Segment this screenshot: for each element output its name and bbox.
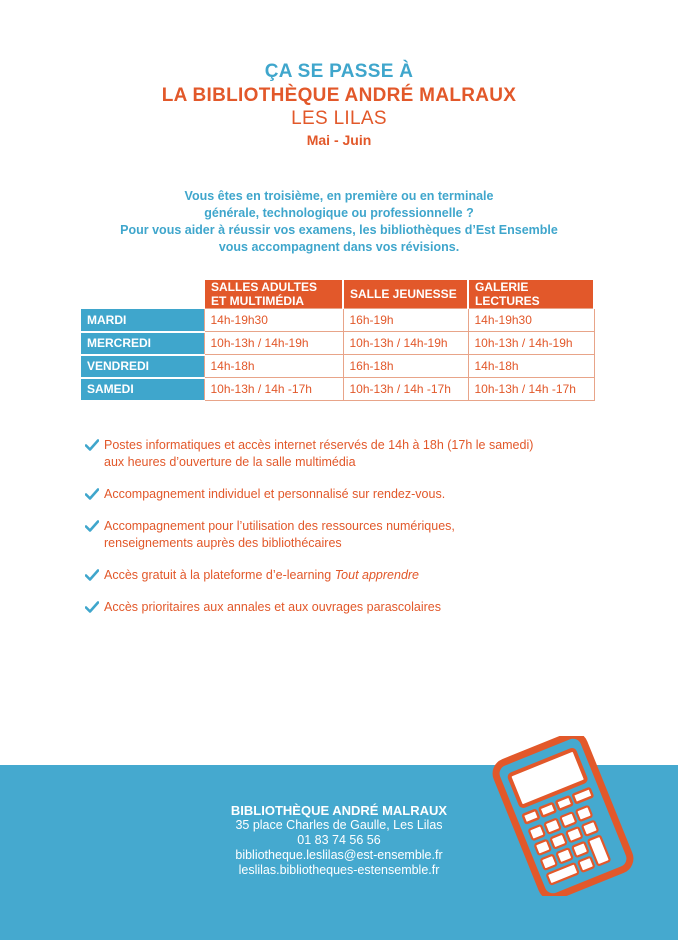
schedule-row xyxy=(81,332,594,355)
day-label: VENDREDI xyxy=(81,355,204,378)
hours-cell: 14h-18h xyxy=(204,355,343,378)
list-item-text: Accompagnement individuel et personnalisé sur rendez-vous. xyxy=(104,487,446,501)
list-item xyxy=(85,518,645,552)
list-item-text: Postes informatiques et accès internet réservés de 14h à 18h (17h le samedi) xyxy=(104,438,534,452)
column-header-line: GALERIE xyxy=(475,280,529,294)
list-item-text: Accès prioritaires aux annales et aux ouvrages parascolaires xyxy=(104,600,441,614)
hours-cell: 16h-19h xyxy=(343,309,468,332)
list-item-text-plain: Accès gratuit à la plateforme d’e-learning xyxy=(104,568,335,582)
hours-cell: 10h-13h / 14h -17h xyxy=(468,378,594,401)
services-list xyxy=(85,437,645,631)
header-title-line2: LA BIBLIOTHÈQUE ANDRÉ MALRAUX xyxy=(161,85,517,106)
day-label: MERCREDI xyxy=(81,332,204,355)
header-location: LES LILAS xyxy=(291,108,387,129)
footer-phone: 01 83 74 56 56 xyxy=(297,833,381,847)
calculator-icon xyxy=(488,736,638,896)
header-period: Mai - Juin xyxy=(306,132,372,148)
footer-library-name: BIBLIOTHÈQUE ANDRÉ MALRAUX xyxy=(230,803,448,818)
list-item-text: aux heures d’ouverture de la salle multimédia xyxy=(104,455,356,469)
check-icon xyxy=(85,569,99,581)
list-item xyxy=(85,599,645,616)
schedule-table xyxy=(81,280,595,402)
platform-name: Tout apprendre xyxy=(334,568,420,582)
column-header-line: LECTURES xyxy=(475,294,540,308)
check-icon xyxy=(85,520,99,532)
intro-line: vous accompagnent dans vos révisions. xyxy=(218,240,460,254)
hours-cell: 10h-13h / 14h-19h xyxy=(204,332,343,355)
hours-cell: 10h-13h / 14h -17h xyxy=(343,378,468,401)
check-icon xyxy=(85,439,99,451)
list-item-text: Accompagnement pour l’utilisation des ressources numériques, xyxy=(104,519,455,533)
column-header-line: ET MULTIMÉDIA xyxy=(211,294,305,308)
intro-line: Vous êtes en troisième, en première ou en terminale xyxy=(184,189,494,203)
hours-cell: 14h-19h30 xyxy=(204,309,343,332)
schedule-row xyxy=(81,309,594,332)
day-label: MARDI xyxy=(81,309,204,332)
hours-cell: 10h-13h / 14h-19h xyxy=(343,332,468,355)
column-header-line: SALLES ADULTES xyxy=(211,280,318,294)
schedule-header-row xyxy=(81,280,594,309)
list-item-text xyxy=(104,567,645,584)
footer-email[interactable]: bibliotheque.leslilas@est-ensemble.fr xyxy=(235,848,443,862)
hours-cell: 10h-13h / 14h-19h xyxy=(468,332,594,355)
column-header-jeunesse xyxy=(343,280,468,309)
schedule-row xyxy=(81,378,594,401)
header xyxy=(0,60,678,150)
schedule-row xyxy=(81,355,594,378)
column-header-galerie xyxy=(468,280,594,309)
day-label: SAMEDI xyxy=(81,378,204,401)
intro-line: générale, technologique ou professionnelle ? xyxy=(204,206,474,220)
list-item xyxy=(85,437,645,471)
check-icon xyxy=(85,601,99,613)
column-header-adultes xyxy=(204,280,343,309)
intro-line: Pour vous aider à réussir vos examens, les bibliothèques d’Est Ensemble xyxy=(120,223,558,237)
hours-cell: 14h-18h xyxy=(468,355,594,378)
list-item xyxy=(85,486,645,503)
schedule-corner xyxy=(81,280,204,309)
hours-cell: 14h-19h30 xyxy=(468,309,594,332)
header-title-line1: ÇA SE PASSE À xyxy=(264,61,414,82)
column-header-line: SALLE JEUNESSE xyxy=(350,287,457,301)
footer-website[interactable]: leslilas.bibliotheques-estensemble.fr xyxy=(238,863,440,877)
footer-address: 35 place Charles de Gaulle, Les Lilas xyxy=(235,818,443,832)
hours-cell: 10h-13h / 14h -17h xyxy=(204,378,343,401)
list-item xyxy=(85,567,645,584)
hours-cell: 16h-18h xyxy=(343,355,468,378)
check-icon xyxy=(85,488,99,500)
intro-text xyxy=(0,188,678,256)
list-item-text: renseignements auprès des bibliothécaires xyxy=(104,536,342,550)
